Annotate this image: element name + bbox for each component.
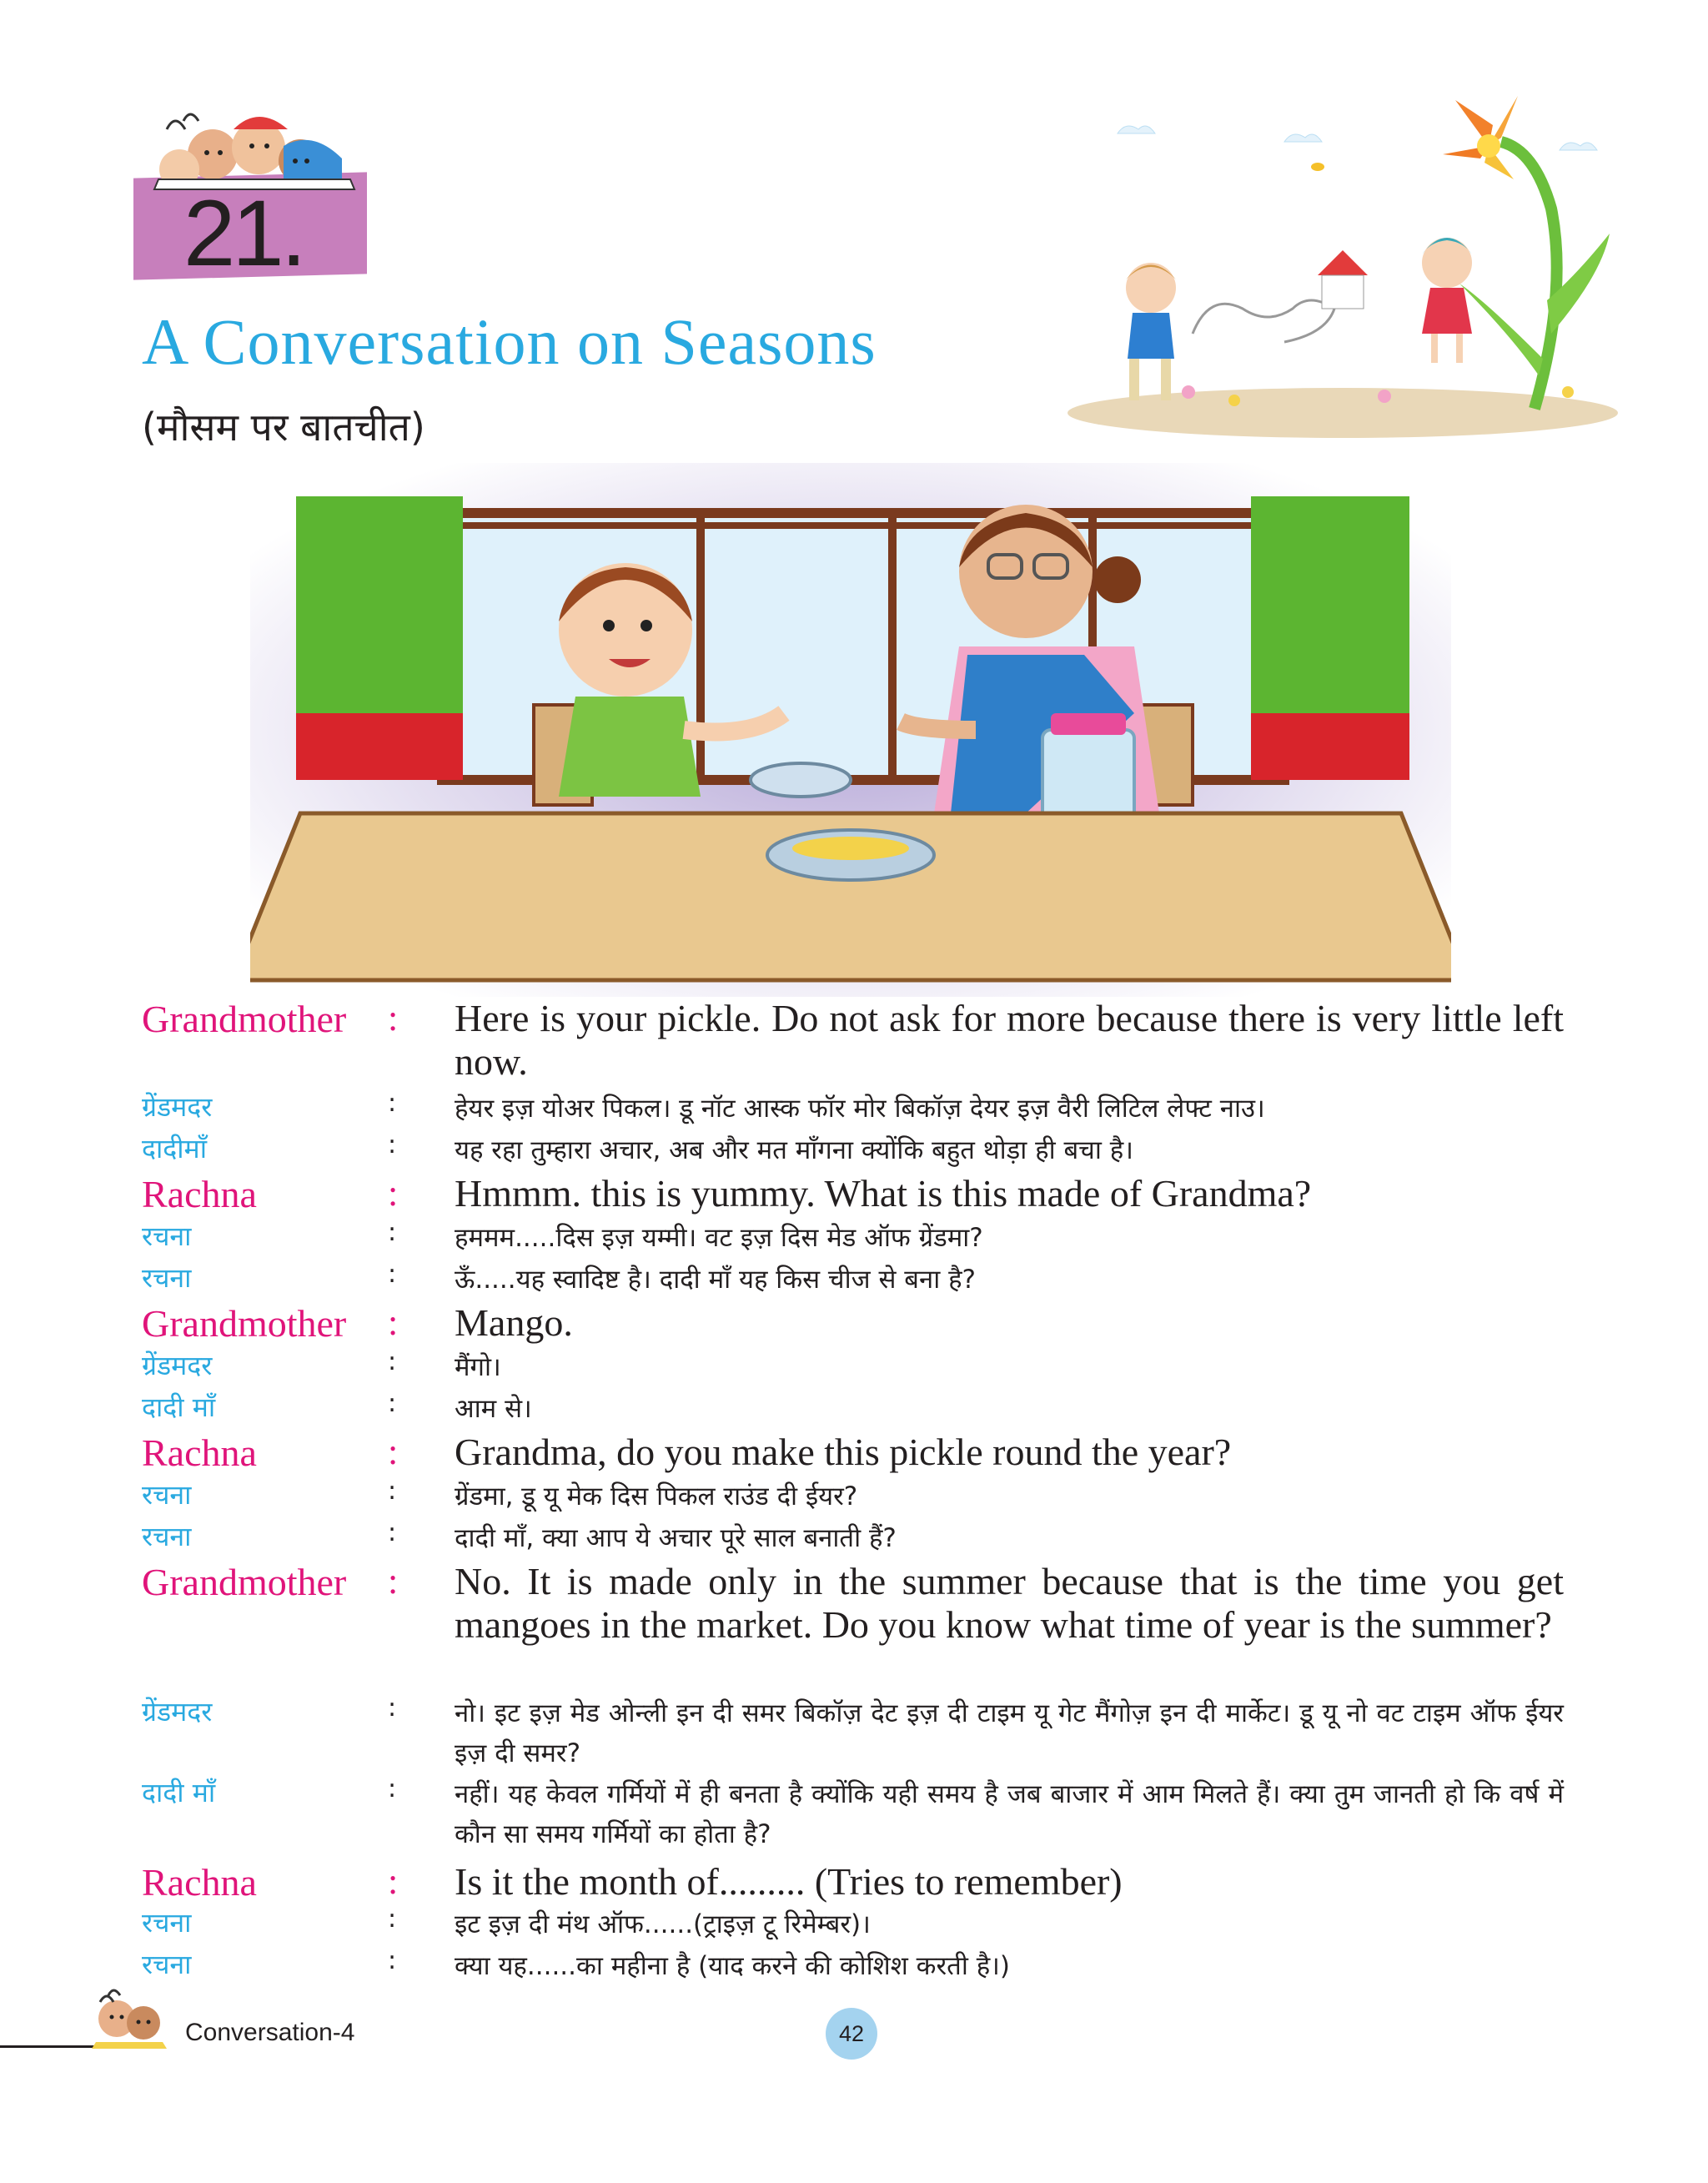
speaker-colon: : [388,1861,399,1902]
speaker-colon: : [388,1389,397,1418]
speaker-name: ग्रेंडमदर [142,1696,213,1728]
grandmother-rachna-illustration [250,463,1451,997]
speaker-colon: : [388,1173,399,1214]
speaker-colon: : [388,1089,397,1118]
dialogue-text: ऊँ.....यह स्वादिष्ट है। दादी माँ यह किस चीज से बना है? [455,1265,977,1295]
speaker-colon: : [388,1130,397,1159]
speaker-name: रचना [142,1262,192,1294]
speaker-name: दादीमाँ [142,1133,207,1164]
dialogue-text: No. It is made only in the summer because that is the time you get mangoes in the market. Do you know what time of year is the summer? [455,1560,1564,1646]
speaker-name: रचना [142,1479,192,1511]
dialogue-text: Grandma, do you make this pickle round the year? [455,1431,1232,1473]
speaker-name: दादी माँ [142,1777,216,1808]
speaker-name: Rachna [142,1173,257,1215]
page-title: A Conversation on Seasons [142,305,877,378]
speaker-colon: : [388,1218,397,1247]
dialogue-text: हममम.....दिस इज़ यम्मी। वट इज़ दिस मेड ऑफ ग्रेंडमा? [455,1223,983,1253]
chapter-badge [133,96,371,284]
chapter-number: 21. [183,181,304,285]
speaker-name: रचना [142,1907,192,1939]
speaker-name: Rachna [142,1861,257,1904]
speaker-colon: : [388,1518,397,1547]
dialogue-text: दादी माँ, क्या आप ये अचार पूरे साल बनाती हैं? [455,1523,897,1553]
garden-kids-illustration [1068,83,1635,442]
page-subtitle: (मौसम पर बातचीत) [142,405,425,450]
speaker-name: Grandmother [142,998,347,1040]
speaker-colon: : [388,1347,397,1376]
dialogue-text: यह रहा तुम्हारा अचार, अब और मत माँगना क्योंकि बहुत थोड़ा ही बचा है। [455,1135,1133,1165]
speaker-name: ग्रेंडमदर [142,1091,213,1123]
speaker-name: Grandmother [142,1302,347,1345]
speaker-name: ग्रेंडमदर [142,1350,213,1381]
dialogue-text: हेयर इज़ योअर पिकल। डू नॉट आस्क फॉर मोर बिकॉज़ देयर इज़ वैरी लिटिल लेफ्ट नाउ। [455,1094,1265,1124]
speaker-colon: : [388,1904,397,1934]
cartoon-kids-icon [83,1977,175,2052]
speaker-colon: : [388,1693,397,1723]
speaker-colon: : [388,1561,399,1602]
speaker-colon: : [388,1431,399,1472]
speaker-colon: : [388,1774,397,1803]
dialogue-text: Hmmm. this is yummy. What is this made of Grandma? [455,1172,1312,1215]
dialogue-text: आम से। [455,1394,532,1424]
dialogue-text: Here is your pickle. Do not ask for more because there is very little left now. [455,997,1564,1083]
dialogue-text: मैंगो। [455,1352,501,1382]
dialogue-text: नो। इट इज़ मेड ओन्ली इन दी समर बिकॉज़ देट इज़ दी टाइम यू गेट मैंगोज़ इन दी मार्केट। डू यू नो वट टाइम ऑफ ईयर इज़ दी समर? [455,1698,1564,1768]
dialogue-text: नहीं। यह केवल गर्मियों में ही बनता है क्योंकि यही समय है जब बाजार में आम मिलते हैं। क्या तुम जानती हो कि वर्ष में कौन सा समय गर्मियों का होता है? [455,1779,1564,1849]
speaker-name: Grandmother [142,1561,347,1603]
dialogue-text: Mango. [455,1301,573,1344]
dialogue-text: Is it the month of......... (Tries to remember) [455,1860,1123,1903]
page-number: 42 [826,2008,877,2060]
speaker-colon: : [388,1260,397,1289]
speaker-colon: : [388,1946,397,1975]
speaker-name: रचना [142,1521,192,1552]
dialogue-text: क्या यह......का महीना है (याद करने की कोशिश करती है।) [455,1951,1011,1981]
speaker-colon: : [388,1302,399,1343]
speaker-name: रचना [142,1220,192,1252]
dialogue-text: इट इज़ दी मंथ ऑफ......(ट्राइज़ टू रिमेम्बर)। [455,1909,871,1939]
speaker-colon: : [388,998,399,1039]
speaker-name: Rachna [142,1431,257,1474]
footer-section-label: Conversation-4 [185,2019,355,2046]
speaker-name: रचना [142,1949,192,1980]
dialogue-text: ग्रेंडमा, डू यू मेक दिस पिकल राउंड दी ईयर? [455,1481,858,1512]
speaker-name: दादी माँ [142,1391,216,1423]
speaker-colon: : [388,1476,397,1506]
